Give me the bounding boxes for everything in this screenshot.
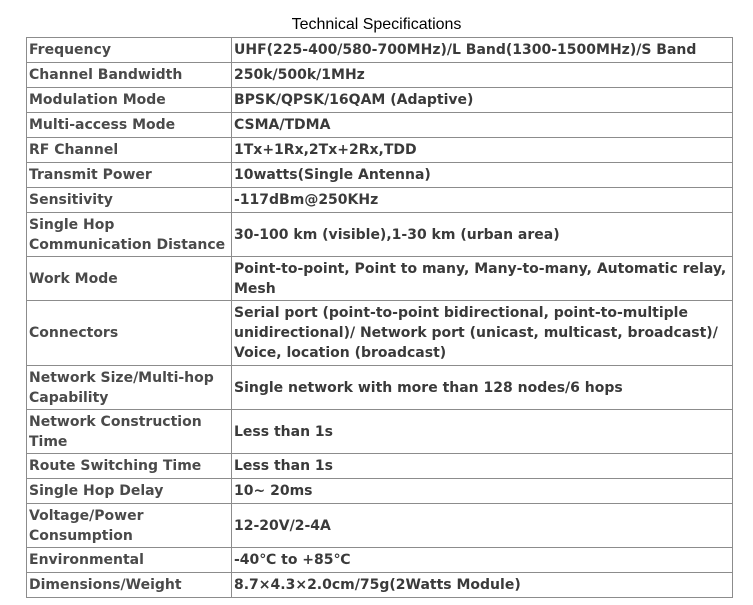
spec-row-sensitivity bbox=[27, 188, 733, 213]
spec-label: Single Hop Communication Distance bbox=[27, 213, 232, 257]
spec-value: Serial port (point-to-point bidirectional, point-to-multiple unidirectional)/ Network port (unicast, multicast, broadcast)/ Voice, location (broadcast) bbox=[232, 301, 733, 366]
spec-value: 30-100 km (visible),1-30 km (urban area) bbox=[232, 213, 733, 257]
spec-value: 10watts(Single Antenna) bbox=[232, 163, 733, 188]
spec-row-multi-access-mode bbox=[27, 113, 733, 138]
spec-value: BPSK/QPSK/16QAM (Adaptive) bbox=[232, 88, 733, 113]
spec-label: Multi-access Mode bbox=[27, 113, 232, 138]
spec-value: 8.7×4.3×2.0cm/75g(2Watts Module) bbox=[232, 573, 733, 598]
spec-label: RF Channel bbox=[27, 138, 232, 163]
spec-table bbox=[26, 37, 733, 598]
spec-value: Less than 1s bbox=[232, 410, 733, 454]
spec-label: Environmental bbox=[27, 548, 232, 573]
spec-row-work-mode bbox=[27, 257, 733, 301]
spec-value: Less than 1s bbox=[232, 454, 733, 479]
spec-value: 1Tx+1Rx,2Tx+2Rx,TDD bbox=[232, 138, 733, 163]
spec-value: CSMA/TDMA bbox=[232, 113, 733, 138]
spec-row-channel-bandwidth bbox=[27, 63, 733, 88]
spec-value: -40℃ to +85℃ bbox=[232, 548, 733, 573]
spec-row-modulation-mode bbox=[27, 88, 733, 113]
spec-label: Route Switching Time bbox=[27, 454, 232, 479]
spec-row-single-hop-distance bbox=[27, 213, 733, 257]
spec-label: Voltage/Power Consumption bbox=[27, 504, 232, 548]
spec-label: Network Size/Multi-hop Capability bbox=[27, 366, 232, 410]
spec-row-voltage-power bbox=[27, 504, 733, 548]
spec-label: Dimensions/Weight bbox=[27, 573, 232, 598]
spec-label: Frequency bbox=[27, 38, 232, 63]
spec-label: Single Hop Delay bbox=[27, 479, 232, 504]
spec-label: Modulation Mode bbox=[27, 88, 232, 113]
spec-row-network-size bbox=[27, 366, 733, 410]
spec-row-environmental bbox=[27, 548, 733, 573]
spec-row-transmit-power bbox=[27, 163, 733, 188]
spec-value: 12-20V/2-4A bbox=[232, 504, 733, 548]
spec-value: Point-to-point, Point to many, Many-to-many, Automatic relay, Mesh bbox=[232, 257, 733, 301]
spec-row-frequency bbox=[27, 38, 733, 63]
spec-row-connectors bbox=[27, 301, 733, 366]
spec-label: Work Mode bbox=[27, 257, 232, 301]
spec-value: 10~ 20ms bbox=[232, 479, 733, 504]
spec-row-dimensions-weight bbox=[27, 573, 733, 598]
spec-label: Network Construction Time bbox=[27, 410, 232, 454]
spec-label: Sensitivity bbox=[27, 188, 232, 213]
spec-value: -117dBm@250KHz bbox=[232, 188, 733, 213]
spec-row-network-construction-time bbox=[27, 410, 733, 454]
spec-value: 250k/500k/1MHz bbox=[232, 63, 733, 88]
spec-row-single-hop-delay bbox=[27, 479, 733, 504]
spec-label: Connectors bbox=[27, 301, 232, 366]
spec-value: Single network with more than 128 nodes/6 hops bbox=[232, 366, 733, 410]
table-title: Technical Specifications bbox=[291, 16, 462, 33]
spec-value: UHF(225-400/580-700MHz)/L Band(1300-1500MHz)/S Band bbox=[232, 38, 733, 63]
spec-row-rf-channel bbox=[27, 138, 733, 163]
spec-label: Transmit Power bbox=[27, 163, 232, 188]
spec-row-route-switching-time bbox=[27, 454, 733, 479]
spec-label: Channel Bandwidth bbox=[27, 63, 232, 88]
